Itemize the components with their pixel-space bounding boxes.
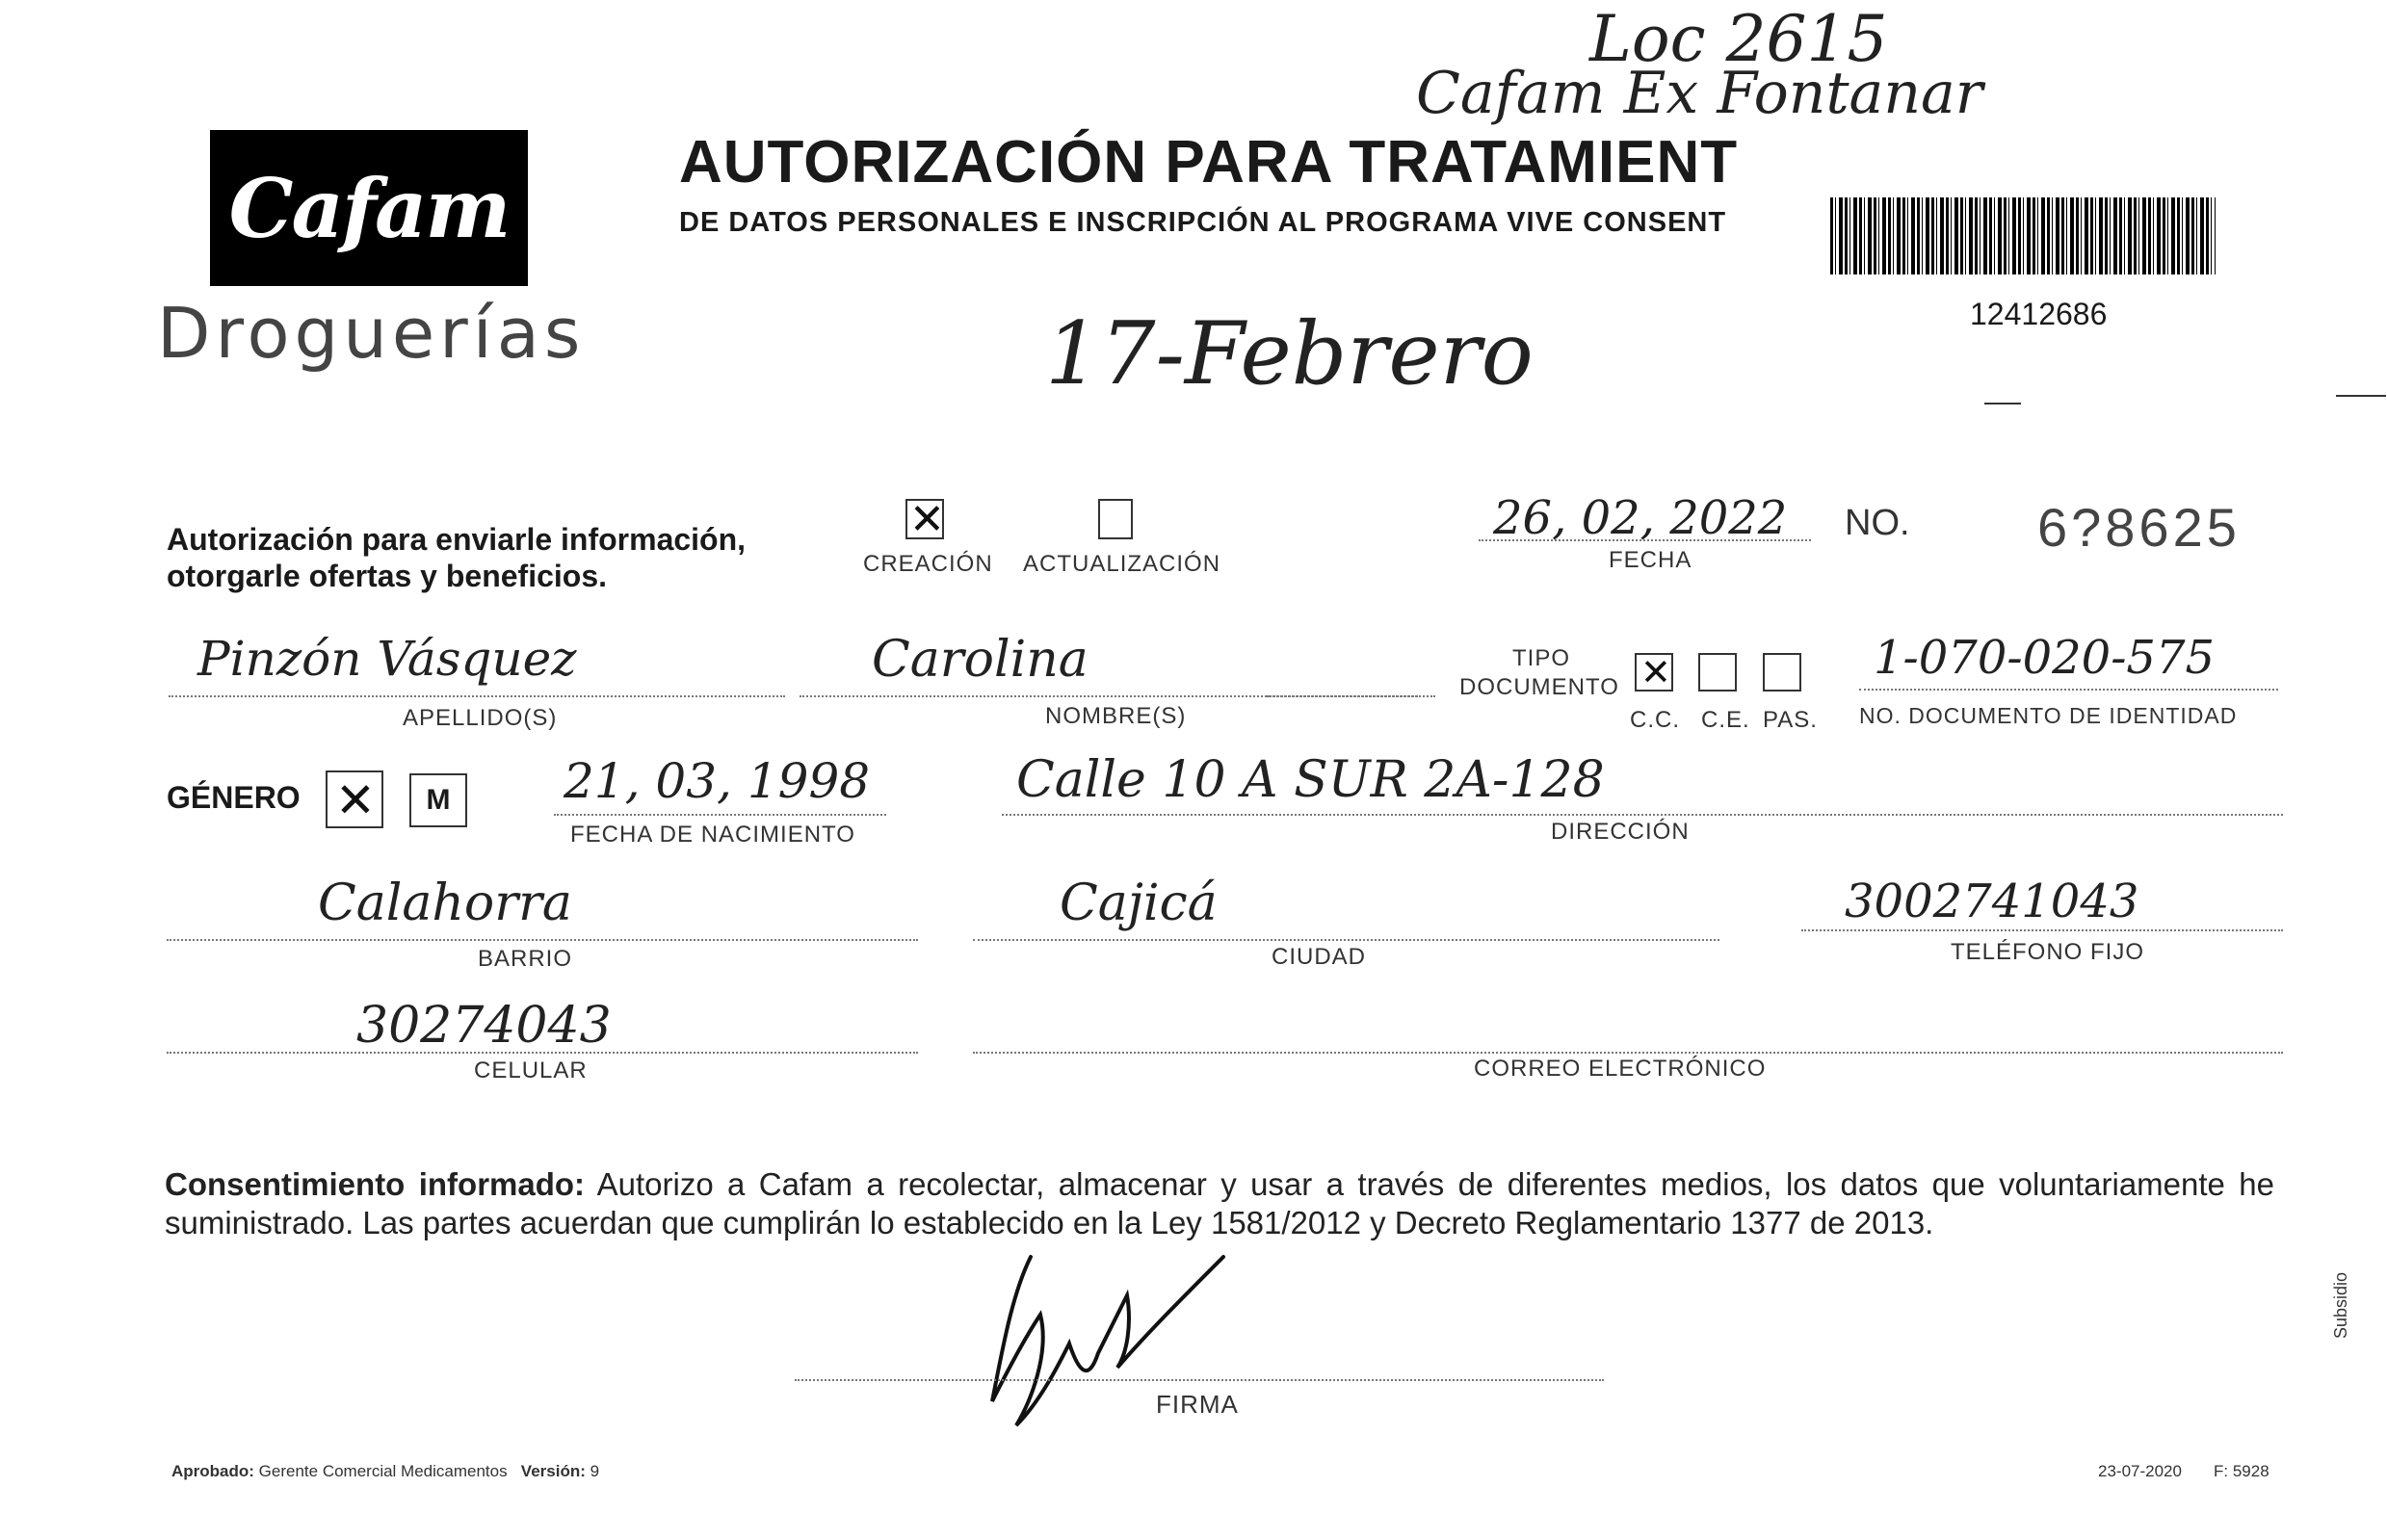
nacimiento-line [554, 814, 886, 816]
intro-line-2: otorgarle ofertas y beneficios. [167, 559, 608, 593]
genero-m-label: M [426, 784, 451, 816]
tipo-doc-cc-checkbox[interactable] [1635, 653, 1673, 692]
footer-approval [171, 1462, 599, 1481]
footer-date: 23-07-2020 [2098, 1462, 2182, 1480]
side-subsidio-text: Subsidio [2331, 1271, 2350, 1339]
apellidos-label: APELLIDO(S) [403, 705, 558, 731]
fecha-label: FECHA [1609, 547, 1692, 573]
consent-text: Autorizo a Cafam a recolectar, almacenar y usar a través de diferentes medios, los datos que voluntariamente he suministrado. Las partes acuerdan que cumplirán lo establecido en la Ley 1581/2012 y Decreto Reglamentario 1377 de 2013. [165, 1166, 2274, 1240]
version-label: Versión: [520, 1462, 586, 1480]
logo-brand: Cafam [228, 160, 510, 256]
direccion-line [1002, 814, 2283, 816]
ciudad-label: CIUDAD [1272, 944, 1367, 970]
fecha-line [1479, 539, 1811, 541]
handwritten-date-note: 17-Febrero [1045, 303, 1534, 405]
handwritten-store-note: Cafam Ex Fontanar [1416, 60, 1983, 127]
tipo-doc-line [1267, 695, 1421, 697]
form-number-value: 6?8625 [2037, 497, 2241, 558]
correo-label: CORREO ELECTRÓNICO [1474, 1056, 1767, 1082]
page-title: AUTORIZACIÓN PARA TRATAMIENT [679, 129, 1739, 196]
nombres-value: Carolina [872, 631, 1089, 689]
consent-bold: Consentimiento informado: [165, 1166, 586, 1202]
barcode [1830, 197, 2216, 274]
celular-line [167, 1052, 918, 1054]
barrio-value: Calahorra [318, 874, 572, 932]
x-mark-icon: ✕ [1640, 651, 1671, 693]
creacion-checkbox[interactable] [905, 495, 945, 544]
ciudad-value: Cajicá [1060, 874, 1218, 932]
tipo-doc-ce-label: C.E. [1701, 707, 1750, 733]
celular-label: CELULAR [474, 1057, 588, 1083]
dash-mark [2336, 395, 2386, 397]
telefono-line [1801, 929, 2283, 931]
firma-label: FIRMA [1156, 1390, 1239, 1419]
form-number-label: NO. [1845, 503, 1910, 543]
consent-paragraph [165, 1165, 2274, 1242]
aprobado-value: Gerente Comercial Medicamentos [258, 1462, 508, 1480]
tipo-doc-label-1: TIPO [1512, 645, 1571, 671]
documento-label: NO. DOCUMENTO DE IDENTIDAD [1859, 703, 2238, 728]
celular-value: 30274043 [356, 997, 612, 1055]
tipo-doc-pas-label: PAS. [1763, 707, 1818, 733]
footer-form-code: F: 5928 [2214, 1462, 2269, 1480]
tipo-doc-pas-checkbox[interactable] [1763, 653, 1801, 692]
tipo-doc-label-2: DOCUMENTO [1459, 674, 1619, 700]
barrio-line [167, 939, 918, 941]
actualizacion-checkbox[interactable] [1098, 499, 1133, 539]
direccion-value: Calle 10 A SUR 2A-128 [1016, 751, 1605, 809]
telefono-value: 3002741043 [1845, 874, 2139, 928]
actualizacion-label: ACTUALIZACIÓN [1023, 551, 1221, 577]
nacimiento-value: 21, 03, 1998 [564, 753, 871, 809]
telefono-label: TELÉFONO FIJO [1951, 939, 2145, 965]
nombres-label: NOMBRE(S) [1045, 703, 1187, 729]
barcode-number: 12412686 [1970, 297, 2108, 331]
version-value: 9 [590, 1462, 600, 1480]
genero-f-checkbox[interactable] [326, 770, 383, 828]
logo-subtitle: Droguerías [157, 293, 586, 374]
genero-m-checkbox[interactable] [409, 773, 467, 827]
tipo-doc-ce-checkbox[interactable] [1698, 653, 1737, 692]
genero-label: GÉNERO [167, 780, 301, 815]
cafam-logo [210, 130, 528, 286]
apellidos-line [169, 695, 785, 697]
tipo-doc-cc-label: C.C. [1630, 707, 1680, 733]
x-mark-icon: ✕ [909, 495, 945, 544]
documento-line [1859, 689, 2278, 691]
creacion-label: CREACIÓN [863, 551, 993, 577]
apellidos-value: Pinzón Vásquez [197, 631, 577, 687]
barrio-label: BARRIO [478, 946, 573, 972]
fecha-value: 26, 02, 2022 [1493, 491, 1788, 545]
dash-mark [1984, 403, 2021, 405]
aprobado-label: Aprobado: [171, 1462, 254, 1480]
firma-line [795, 1379, 1604, 1381]
handwritten-loc-note: Loc 2615 [1589, 2, 1888, 76]
x-mark-icon: ✕ [335, 772, 376, 828]
nacimiento-label: FECHA DE NACIMIENTO [570, 822, 855, 848]
correo-line [973, 1052, 2283, 1054]
page-subtitle: DE DATOS PERSONALES E INSCRIPCIÓN AL PROGRAMA VIVE CONSENT [679, 207, 1727, 238]
ciudad-line [973, 939, 1719, 941]
direccion-label: DIRECCIÓN [1551, 819, 1690, 845]
documento-value: 1-070-020-575 [1874, 631, 2216, 685]
intro-line-1: Autorización para enviarle información, [167, 522, 747, 557]
